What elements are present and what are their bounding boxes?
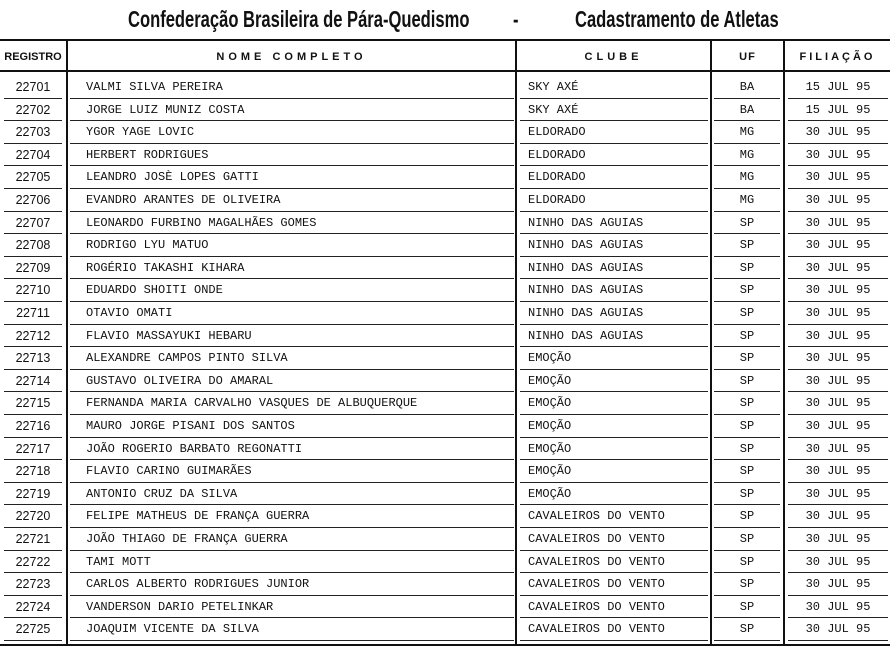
cell-registro: 22717	[15, 441, 51, 456]
cell-clube: EMOÇÃO	[528, 486, 572, 501]
cell-uf: SP	[739, 373, 755, 388]
cell-uf: SP	[739, 464, 755, 479]
cell-registro: 22706	[15, 193, 51, 207]
cell-uf: SP	[739, 441, 755, 456]
table-row	[0, 596, 890, 619]
cell-nome: VALMI SILVA PEREIRA	[86, 80, 223, 94]
cell-clube: NINHO DAS AGUIAS	[528, 328, 644, 343]
cell-nome: LEONARDO FURBINO MAGALHÃES GOMES	[86, 215, 317, 230]
cell-registro: 22712	[15, 328, 51, 343]
cell-filiacao: 30 JUL 95	[805, 125, 871, 140]
cell-clube: ELDORADO	[528, 193, 586, 207]
cell-nome: HERBERT RODRIGUES	[86, 147, 209, 162]
cell-registro: 22703	[15, 125, 51, 140]
cell-filiacao: 30 JUL 95	[805, 396, 871, 411]
table-row	[0, 347, 890, 370]
cell-clube: SKY AXÉ	[528, 102, 579, 117]
title-organization: Confederação Brasileira de Pára-Quedismo	[128, 6, 470, 32]
cell-uf: SP	[739, 396, 755, 411]
cell-nome: EVANDRO ARANTES DE OLIVEIRA	[86, 193, 281, 207]
cell-registro: 22707	[15, 215, 51, 230]
cell-uf: SP	[739, 328, 755, 343]
cell-nome: ROGÉRIO TAKASHI KIHARA	[86, 260, 245, 275]
cell-registro: 22709	[15, 260, 51, 275]
cell-filiacao: 30 JUL 95	[805, 532, 871, 546]
table-row	[0, 257, 890, 280]
table-row	[0, 505, 890, 528]
table-row	[0, 392, 890, 415]
cell-uf: SP	[739, 577, 755, 592]
header-bottom-rule	[0, 70, 890, 72]
document-title	[0, 6, 890, 38]
row-underline	[520, 640, 708, 641]
cell-clube: CAVALEIROS DO VENTO	[528, 577, 665, 592]
table-row	[0, 302, 890, 325]
cell-registro: 22720	[15, 509, 51, 524]
cell-registro: 22705	[15, 170, 51, 185]
cell-clube: ELDORADO	[528, 125, 586, 140]
cell-uf: BA	[739, 80, 755, 94]
cell-registro: 22725	[15, 622, 51, 637]
cell-registro: 22724	[15, 599, 51, 614]
cell-uf: SP	[739, 260, 755, 275]
cell-filiacao: 30 JUL 95	[805, 351, 871, 366]
cell-clube: SKY AXÉ	[528, 80, 579, 94]
cell-nome: JOÃO ROGERIO BARBATO REGONATTI	[86, 441, 303, 456]
cell-clube: CAVALEIROS DO VENTO	[528, 622, 665, 637]
table-row	[0, 121, 890, 144]
row-underline	[788, 640, 888, 641]
cell-registro: 22708	[15, 238, 51, 253]
cell-uf: SP	[739, 283, 755, 298]
cell-clube: EMOÇÃO	[528, 396, 572, 411]
cell-filiacao: 30 JUL 95	[805, 147, 871, 162]
cell-uf: MG	[739, 170, 755, 185]
cell-registro: 22722	[15, 554, 51, 569]
table-row	[0, 551, 890, 574]
cell-registro: 22701	[15, 80, 51, 94]
cell-clube: CAVALEIROS DO VENTO	[528, 509, 665, 524]
table-row	[0, 438, 890, 461]
cell-registro: 22723	[15, 577, 51, 592]
table-row	[0, 415, 890, 438]
cell-clube: NINHO DAS AGUIAS	[528, 238, 644, 253]
cell-nome: RODRIGO LYU MATUO	[86, 238, 209, 253]
cell-nome: FLAVIO MASSAYUKI HEBARU	[86, 328, 252, 343]
cell-registro: 22716	[15, 419, 51, 433]
cell-clube: ELDORADO	[528, 147, 586, 162]
cell-nome: GUSTAVO OLIVEIRA DO AMARAL	[86, 373, 274, 388]
cell-filiacao: 15 JUL 95	[805, 80, 871, 94]
cell-clube: EMOÇÃO	[528, 373, 572, 388]
row-underline	[714, 640, 780, 641]
cell-registro: 22704	[15, 147, 51, 162]
table-row	[0, 618, 890, 641]
cell-uf: SP	[739, 554, 755, 569]
cell-nome: ALEXANDRE CAMPOS PINTO SILVA	[86, 351, 288, 366]
cell-filiacao: 30 JUL 95	[805, 577, 871, 592]
table-row	[0, 99, 890, 122]
cell-uf: SP	[739, 351, 755, 366]
table-bottom-rule	[0, 644, 890, 646]
cell-uf: MG	[739, 193, 755, 207]
cell-clube: EMOÇÃO	[528, 419, 572, 433]
cell-nome: CARLOS ALBERTO RODRIGUES JUNIOR	[86, 577, 310, 592]
cell-nome: FERNANDA MARIA CARVALHO VASQUES DE ALBUQUERQUE	[86, 396, 418, 411]
table-row	[0, 234, 890, 257]
table-row	[0, 370, 890, 393]
row-underline	[4, 640, 62, 641]
cell-filiacao: 30 JUL 95	[805, 622, 871, 637]
cell-filiacao: 30 JUL 95	[805, 260, 871, 275]
cell-registro: 22702	[15, 102, 51, 117]
cell-uf: MG	[739, 125, 755, 140]
row-underline	[70, 640, 514, 641]
title-subject: Cadastramento de Atletas	[575, 6, 779, 32]
table-row	[0, 212, 890, 235]
cell-registro: 22714	[15, 373, 51, 388]
cell-filiacao: 30 JUL 95	[805, 283, 871, 298]
cell-clube: EMOÇÃO	[528, 464, 572, 479]
title-separator: -	[513, 6, 519, 32]
cell-nome: TAMI MOTT	[86, 554, 151, 569]
cell-uf: SP	[739, 306, 755, 320]
cell-filiacao: 15 JUL 95	[805, 102, 871, 117]
cell-nome: EDUARDO SHOITI ONDE	[86, 283, 223, 298]
cell-filiacao: 30 JUL 95	[805, 306, 871, 320]
cell-filiacao: 30 JUL 95	[805, 441, 871, 456]
cell-filiacao: 30 JUL 95	[805, 170, 871, 185]
cell-filiacao: 30 JUL 95	[805, 373, 871, 388]
table-row	[0, 325, 890, 348]
cell-clube: EMOÇÃO	[528, 441, 572, 456]
table-row	[0, 460, 890, 483]
cell-uf: SP	[739, 509, 755, 524]
cell-filiacao: 30 JUL 95	[805, 599, 871, 614]
table-row	[0, 528, 890, 551]
cell-nome: VANDERSON DARIO PETELINKAR	[86, 599, 274, 614]
cell-filiacao: 30 JUL 95	[805, 554, 871, 569]
table-row	[0, 573, 890, 596]
cell-nome: LEANDRO JOSÈ LOPES GATTI	[86, 170, 259, 185]
cell-clube: EMOÇÃO	[528, 351, 572, 366]
cell-clube: CAVALEIROS DO VENTO	[528, 599, 665, 614]
cell-registro: 22713	[15, 351, 51, 366]
cell-filiacao: 30 JUL 95	[805, 419, 871, 433]
cell-nome: YGOR YAGE LOVIC	[86, 125, 195, 140]
table-row	[0, 76, 890, 99]
cell-nome: FELIPE MATHEUS DE FRANÇA GUERRA	[86, 509, 310, 524]
table-row	[0, 279, 890, 302]
cell-nome: ANTONIO CRUZ DA SILVA	[86, 486, 238, 501]
cell-registro: 22715	[15, 396, 51, 411]
cell-uf: SP	[739, 215, 755, 230]
cell-clube: CAVALEIROS DO VENTO	[528, 554, 665, 569]
cell-filiacao: 30 JUL 95	[805, 328, 871, 343]
cell-clube: CAVALEIROS DO VENTO	[528, 532, 665, 546]
cell-uf: SP	[739, 532, 755, 546]
column-header-clube: CLUBE	[584, 51, 643, 63]
cell-filiacao: 30 JUL 95	[805, 464, 871, 479]
cell-registro: 22711	[16, 306, 50, 320]
cell-uf: BA	[739, 102, 755, 117]
cell-filiacao: 30 JUL 95	[805, 215, 871, 230]
cell-uf: SP	[739, 599, 755, 614]
table-row	[0, 189, 890, 212]
cell-uf: SP	[739, 622, 755, 637]
cell-registro: 22721	[15, 532, 51, 546]
cell-registro: 22718	[15, 464, 51, 479]
table-row	[0, 166, 890, 189]
cell-clube: NINHO DAS AGUIAS	[528, 260, 644, 275]
cell-filiacao: 30 JUL 95	[805, 509, 871, 524]
column-header-registro: REGISTRO	[4, 51, 62, 63]
table-row	[0, 144, 890, 167]
cell-uf: MG	[739, 147, 755, 162]
cell-uf: SP	[739, 419, 755, 433]
cell-clube: NINHO DAS AGUIAS	[528, 306, 644, 320]
cell-registro: 22719	[15, 486, 51, 501]
cell-registro: 22710	[15, 283, 51, 298]
cell-filiacao: 30 JUL 95	[805, 238, 871, 253]
cell-clube: NINHO DAS AGUIAS	[528, 283, 644, 298]
cell-nome: JOÃO THIAGO DE FRANÇA GUERRA	[86, 532, 288, 546]
cell-nome: JORGE LUIZ MUNIZ COSTA	[86, 102, 245, 117]
cell-uf: SP	[739, 238, 755, 253]
cell-uf: SP	[739, 486, 755, 501]
cell-filiacao: 30 JUL 95	[805, 486, 871, 501]
cell-clube: NINHO DAS AGUIAS	[528, 215, 644, 230]
cell-clube: ELDORADO	[528, 170, 586, 185]
cell-nome: JOAQUIM VICENTE DA SILVA	[86, 622, 259, 637]
cell-nome: FLAVIO CARINO GUIMARÃES	[86, 464, 252, 479]
table-row	[0, 483, 890, 506]
cell-nome: OTAVIO OMATI	[86, 306, 173, 320]
column-header-nome: NOME COMPLETO	[216, 51, 367, 63]
cell-nome: MAURO JORGE PISANI DOS SANTOS	[86, 419, 295, 433]
header-top-rule	[0, 39, 890, 41]
column-header-filiacao: FILIAÇÃO	[799, 51, 876, 63]
cell-filiacao: 30 JUL 95	[805, 193, 871, 207]
column-header-uf: UF	[739, 51, 756, 63]
